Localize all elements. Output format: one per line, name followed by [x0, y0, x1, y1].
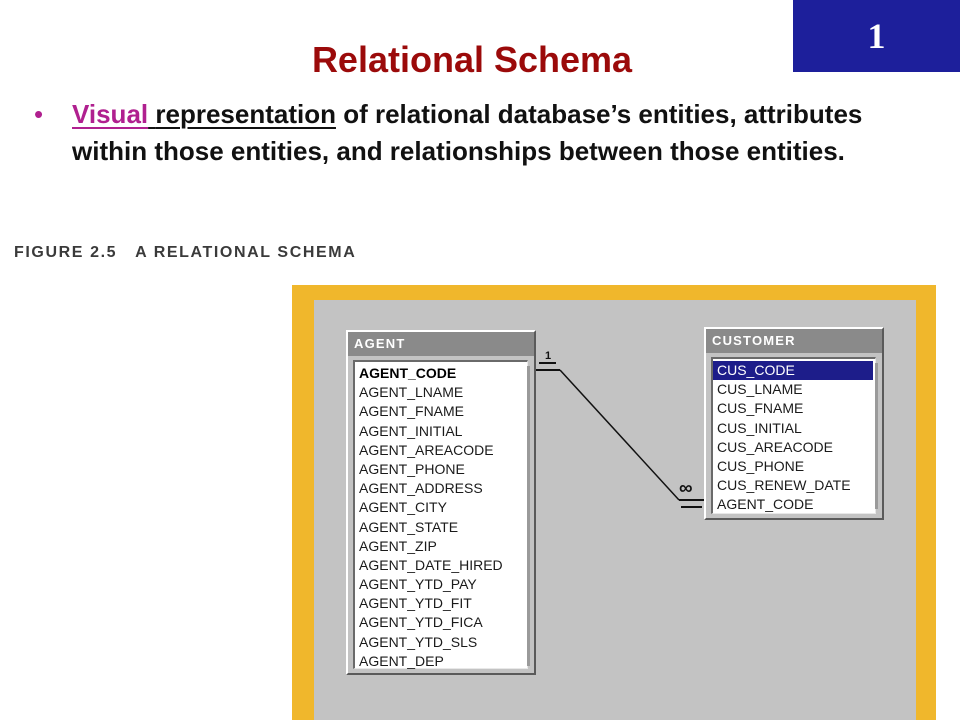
customer-field[interactable]: CUS_AREACODE: [717, 438, 833, 455]
agent-field[interactable]: AGENT_DEP: [359, 652, 444, 669]
customer-field-list[interactable]: [711, 357, 876, 514]
bullet-rest-text: of relational database’s entities, attributes within those entities, and relationships between those entities.: [72, 99, 863, 166]
agent-field[interactable]: AGENT_STATE: [359, 518, 459, 535]
agent-field[interactable]: AGENT_AREACODE: [359, 441, 494, 458]
agent-field[interactable]: AGENT_YTD_SLS: [359, 633, 478, 650]
agent-field-list[interactable]: [353, 360, 528, 669]
representation-word: representation: [155, 99, 336, 129]
agent-field[interactable]: AGENT_YTD_PAY: [359, 576, 477, 593]
agent-table-header[interactable]: AGENT: [348, 332, 534, 356]
agent-field[interactable]: AGENT_PHONE: [359, 460, 465, 477]
customer-field[interactable]: CUS_PHONE: [717, 457, 805, 474]
agent-field[interactable]: AGENT_LNAME: [359, 384, 464, 401]
slide-title: Relational Schema: [311, 39, 633, 80]
customer-field[interactable]: CUS_RENEW_DATE: [717, 477, 851, 494]
agent-field[interactable]: AGENT_ADDRESS: [359, 480, 483, 497]
slide-number: 1: [867, 16, 886, 56]
agent-field[interactable]: AGENT_DATE_HIRED: [359, 556, 503, 573]
visual-link[interactable]: Visual: [72, 99, 149, 129]
bullet-point: [34, 96, 914, 170]
bullet-text: [72, 96, 914, 170]
agent-list-edge: [527, 366, 530, 666]
agent-field[interactable]: AGENT_CITY: [359, 499, 447, 516]
relationship-one-label: 1: [545, 350, 552, 362]
relationship-many-label: ∞: [679, 478, 693, 499]
bullet-dot-icon: •: [34, 99, 44, 129]
agent-field[interactable]: AGENT_YTD_FICA: [359, 614, 483, 631]
agent-field[interactable]: AGENT_INITIAL: [359, 422, 463, 439]
agent-field[interactable]: AGENT_ZIP: [359, 537, 437, 554]
figure-caption: [14, 244, 356, 262]
agent-field[interactable]: AGENT_FNAME: [359, 403, 465, 420]
customer-field[interactable]: CUS_LNAME: [717, 381, 803, 398]
customer-list-edge: [875, 363, 878, 509]
customer-field[interactable]: CUS_FNAME: [717, 400, 804, 417]
customer-field[interactable]: CUS_INITIAL: [717, 419, 802, 436]
customer-field[interactable]: AGENT_CODE: [717, 496, 814, 513]
customer-table[interactable]: [704, 327, 884, 520]
agent-table[interactable]: [346, 330, 536, 675]
agent-primary-key[interactable]: AGENT_CODE: [359, 365, 457, 381]
figure-caption-number: FIGURE 2.5: [14, 244, 118, 261]
figure-caption-title: A RELATIONAL SCHEMA: [135, 244, 357, 261]
agent-field[interactable]: AGENT_YTD_FIT: [359, 595, 472, 612]
customer-table-header[interactable]: CUSTOMER: [706, 329, 882, 353]
customer-primary-key[interactable]: CUS_CODE: [713, 361, 873, 380]
